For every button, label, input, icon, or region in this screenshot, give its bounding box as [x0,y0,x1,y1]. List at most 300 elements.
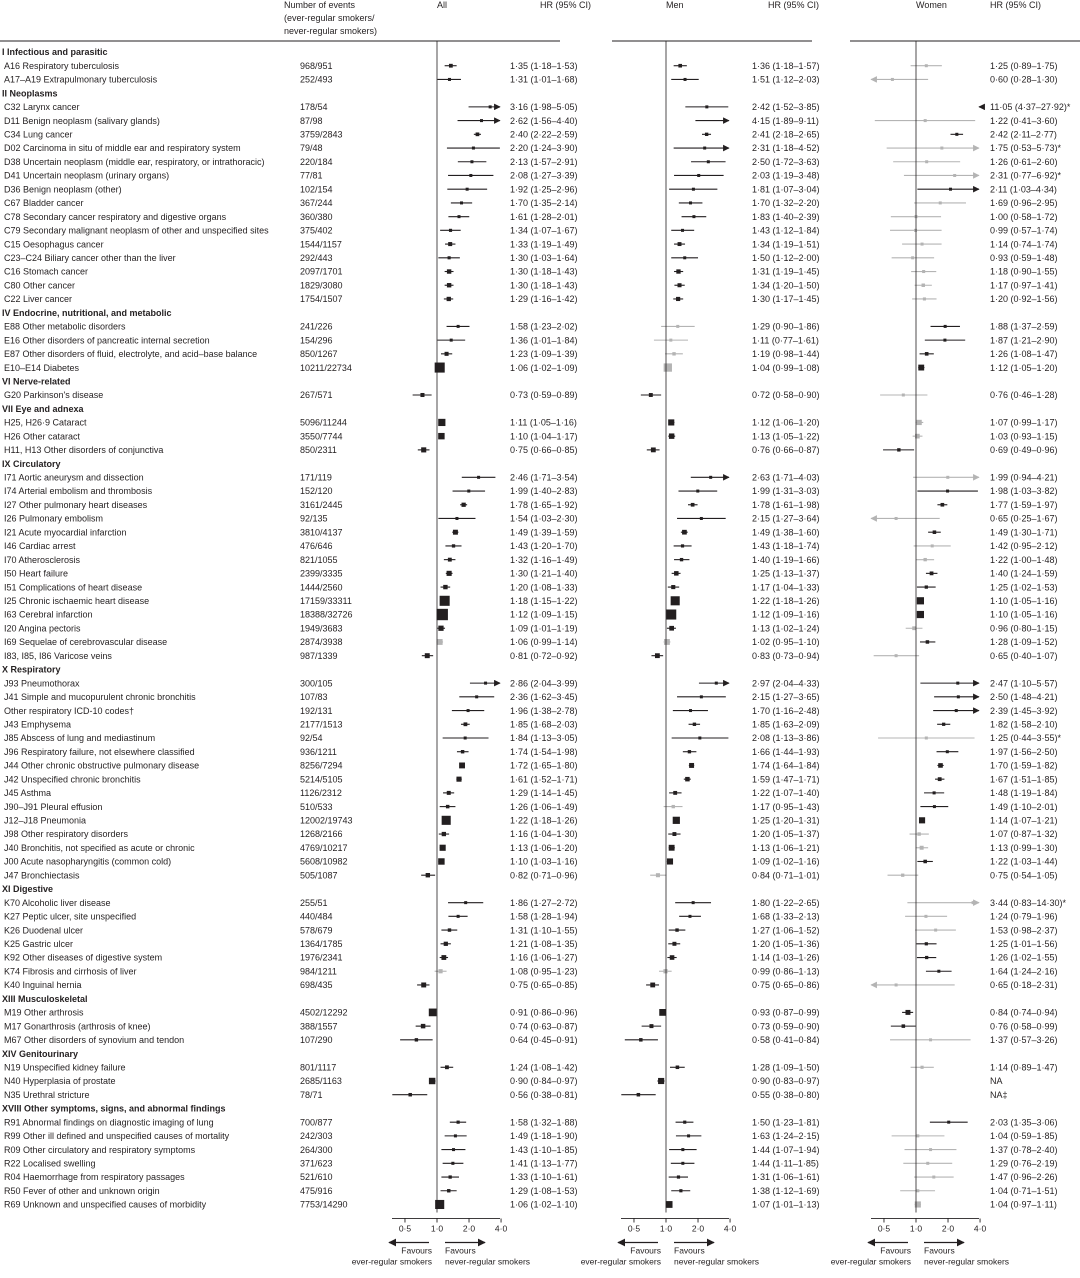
events-count: 12002/19743 [300,815,353,826]
table-row-c16-stomach-cancer [4,267,1058,277]
hr-text-men: 0·72 (0·58–0·90) [752,390,820,401]
hr-point-all [448,256,451,259]
events-count: 371/623 [300,1158,333,1169]
events-count: 1976/2341 [300,952,343,963]
hr-text-women: 1·10 (1·05–1·16) [990,609,1058,620]
hr-text-all: 1·78 (1·65–1·92) [510,499,578,510]
hr-text-men: 0·99 (0·86–1·13) [752,966,820,977]
hr-point-all [451,1162,454,1165]
table-row-j44-other-chronic-obstructive-pulmonary- [4,761,1058,771]
hr-point-men [697,174,700,177]
hr-text-all: 1·13 (1·06–1·20) [510,842,578,853]
hr-point-women [916,1189,919,1192]
hr-point-all [466,188,469,191]
favours-right-label: Favours [445,1245,476,1256]
hr-point-men [676,1066,680,1070]
hr-text-all: 1·16 (1·04–1·30) [510,829,578,840]
hr-text-all: 1·31 (1·01–1·68) [510,74,578,85]
table-row-e16-other-disorders-of-pancreatic-intern [4,335,1058,345]
favours-right-label: never-regular smokers [924,1256,1010,1267]
outcome-label: N35 Urethral stricture [4,1089,90,1100]
events-count: 79/48 [300,143,323,154]
hr-point-women [949,188,952,191]
table-row-d36-benign-neoplasm-other [4,184,1057,194]
outcome-label: C15 Oesophagus cancer [4,239,104,250]
hr-text-women: 1·22 (1·03–1·44) [990,856,1058,867]
events-count: 510/533 [300,801,333,812]
hr-point-men [688,750,691,753]
events-count: 17159/33311 [300,596,352,606]
outcome-label: J41 Simple and mucopurulent chronic bronchitis [4,692,196,703]
hr-text-men: 1·38 (1·12–1·69) [752,1185,820,1196]
hr-text-women: 2·47 (1·10–5·57) [990,678,1058,689]
hr-point-all [440,845,446,851]
hr-text-men: 0·75 (0·65–0·86) [752,980,820,991]
hr-text-women: 0·93 (0·59–1·48) [990,253,1058,263]
events-count: 1829/3080 [300,280,343,291]
hr-point-men [649,1024,653,1028]
hr-text-women: 1·70 (1·59–1·82) [990,760,1058,771]
table-row-e10-e14-diabetes [4,363,1058,373]
hr-text-women: 1·25 (0·44–3·55)* [990,733,1062,744]
x-tick-label-women: 4·0 [973,1223,987,1234]
outcome-label: C78 Secondary cancer respiratory and digestive organs [4,211,227,222]
hr-point-all [443,585,447,589]
hr-point-women [918,365,924,371]
hr-point-women [905,1010,910,1015]
outcome-label: I21 Acute myocardial infarction [4,527,127,538]
hr-text-all: 1·24 (1·08–1·42) [510,1062,578,1073]
hr-text-all: 1·10 (1·03–1·16) [510,856,578,867]
events-count: 850/2311 [300,445,337,456]
hr-text-women: 1·04 (0·59–1·85) [990,1131,1058,1142]
hr-point-all [445,1065,449,1069]
hr-point-all [449,229,452,232]
hr-point-women [922,270,925,273]
table-row-k26-duodenal-ulcer [4,925,1058,935]
hr-point-women [942,723,945,726]
hr-point-all [438,419,445,426]
table-row-i46-cardiac-arrest [4,541,1058,551]
hr-point-men [671,596,680,605]
hr-text-men: 1·34 (1·19–1·51) [752,239,820,250]
hr-text-all: 1·12 (1·09–1·15) [510,609,578,620]
hr-text-all: 1·41 (1·13–1·77) [510,1158,578,1169]
hr-text-men: 1·25 (1·13–1·37) [752,568,820,579]
hr-text-men: 1·20 (1·05–1·36) [752,939,820,949]
hr-text-all: 1·22 (1·18–1·26) [510,815,578,826]
hr-point-women [902,394,905,397]
hr-point-all [442,816,451,825]
outcome-label: K92 Other diseases of digestive system [4,952,163,963]
hr-point-men [678,283,682,287]
table-row-k92-other-diseases-of-digestive-system [4,953,1058,963]
hr-text-all: 1·10 (1·04–1·17) [510,431,578,442]
hr-point-men [681,1162,684,1165]
outcome-label: R69 Unknown and unspecified causes of morbidity [4,1199,207,1210]
hr-point-men [683,1121,686,1124]
favours-left-label: ever-regular smokers [830,1256,911,1267]
hr-text-all: 1·58 (1·28–1·94) [510,911,578,922]
hr-point-men [709,476,712,479]
hr-text-men: 1·81 (1·07–3·04) [752,184,820,195]
hr-point-all [448,928,451,931]
table-row-r91-abnormal-findings-on-diagnostic-imag [4,1117,1058,1127]
hr-text-women: 1·10 (1·05–1·16) [990,596,1058,606]
hr-text-women: 2·03 (1·35–3·06) [990,1117,1058,1128]
hr-point-all [438,969,442,973]
events-count: 242/303 [300,1131,333,1142]
hr-text-men: 0·84 (0·71–1·01) [752,870,820,881]
outcome-label: C67 Bladder cancer [4,198,84,209]
hr-point-men [672,832,676,836]
outcome-label: I70 Atherosclerosis [4,554,81,565]
hr-point-all [452,1148,455,1151]
hr-text-all: 0·64 (0·45–0·91) [510,1035,578,1046]
header-all: All [437,0,448,10]
table-row-j12-j18-pneumonia [4,816,1058,826]
table-row-i25-chronic-ischaemic-heart-disease [4,596,1058,606]
table-row-c67-bladder-cancer [4,198,1058,208]
hr-point-all [438,626,443,631]
hr-text-all: 1·72 (1·65–1·80) [510,760,578,771]
hr-point-all [447,571,452,576]
events-count: 821/1055 [300,554,338,565]
hr-text-all: 1·33 (1·10–1·61) [510,1172,578,1183]
hr-point-women [932,1176,935,1179]
outcome-label: M67 Other disorders of synovium and tendon [4,1035,185,1046]
hr-text-men: 0·58 (0·41–0·84) [752,1035,820,1046]
hr-point-all [470,160,473,163]
hr-point-men [688,915,691,918]
hr-text-women: 1·24 (0·79–1·96) [990,911,1058,922]
events-count: 2399/3335 [300,568,343,579]
hr-point-women [953,174,956,177]
hr-text-all: 1·61 (1·52–1·71) [510,774,578,785]
hr-text-women: 1·97 (1·56–2·50) [990,746,1058,757]
hr-text-women: 1·26 (0·61–2·60) [990,156,1058,167]
hr-point-men [692,215,695,218]
outcome-label: E88 Other metabolic disorders [4,321,126,332]
hr-point-women [895,517,898,520]
hr-text-all: 1·18 (1·15–1·22) [510,596,578,606]
hr-text-women: 1·00 (0·58–1·72) [990,211,1058,222]
hr-text-women: 1·28 (1·09–1·52) [990,637,1058,648]
outcome-label: I63 Cerebral infarction [4,609,93,620]
events-count: 367/244 [300,198,333,209]
hr-text-all: 1·49 (1·18–1·90) [510,1131,578,1142]
hr-point-men [681,1148,684,1151]
events-count: 264/300 [300,1144,333,1155]
hr-text-men: 1·09 (1·02–1·16) [752,856,820,867]
table-row-n40-hyperplasia-of-prostate [4,1076,1003,1086]
hr-text-men: 2·97 (2·04–4·33) [752,678,820,689]
hr-text-all: 1·16 (1·06–1·27) [510,952,578,963]
favours-right-label: never-regular smokers [674,1256,760,1267]
outcome-label: H25, H26·9 Cataract [4,417,87,428]
table-row-k27-peptic-ulcer-site-unspecified [4,912,1058,922]
hr-text-women: 1·25 (0·89–1·75) [990,60,1058,71]
hr-text-all: 1·49 (1·39–1·59) [510,527,578,538]
hr-point-men [679,1189,682,1192]
hr-point-men [707,160,710,163]
hr-text-men: 1·51 (1·12–2·03) [752,74,820,85]
hr-text-women: 2·31 (0·77–6·92)* [990,170,1062,181]
hr-text-women: 1·37 (0·57–3·26) [990,1035,1058,1046]
hr-text-men: 1·04 (0·99–1·08) [752,362,820,373]
hr-point-all [415,1038,418,1041]
outcome-label: K74 Fibrosis and cirrhosis of liver [4,966,137,977]
hr-text-women: 0·76 (0·46–1·28) [990,390,1058,401]
hr-point-all [449,1175,452,1178]
events-count: 968/951 [300,60,333,71]
table-row-c32-larynx-cancer [4,102,1071,112]
hr-point-women [938,777,942,781]
hr-point-women [926,640,929,643]
hr-point-men [672,352,675,355]
hr-point-all [442,832,446,836]
events-count: 578/679 [300,925,333,936]
hr-text-women: 2·50 (1·48–4·21) [990,692,1058,703]
hr-text-all: 0·74 (0·63–0·87) [510,1021,578,1032]
hr-text-men: 1·44 (1·11–1·85) [752,1158,819,1169]
hr-point-all [461,750,464,753]
hr-text-women: 1·75 (0·53–5·73)* [990,143,1062,154]
hr-text-women: 1·49 (1·10–2·01) [990,801,1058,812]
hr-point-men [678,64,682,68]
hr-text-all: 1·34 (1·07–1·67) [510,225,578,236]
hr-text-men: 1·85 (1·63–2·09) [752,719,820,730]
outcome-label: D36 Benign neoplasm (other) [4,184,122,195]
outcome-label: C80 Other cancer [4,280,76,291]
hr-point-women [944,325,947,328]
hr-point-men [667,858,673,864]
hr-text-men: 0·90 (0·83–0·97) [752,1076,820,1087]
hr-point-men [680,558,683,561]
hr-point-women [947,1121,950,1124]
outcome-label: C32 Larynx cancer [4,102,80,113]
hr-text-all: 0·81 (0·72–0·92) [510,650,578,661]
hr-text-all: 1·96 (1·38–2·78) [510,705,578,716]
hr-point-all [429,1078,435,1084]
hr-point-women [946,490,949,493]
x-tick-label-men: 0·5 [627,1223,641,1234]
events-count: 102/154 [300,184,333,195]
outcome-label: I25 Chronic ischaemic heart disease [4,596,150,606]
outcome-label: K40 Inguinal hernia [4,980,82,991]
hr-point-all [454,1134,457,1137]
hr-text-men: 2·41 (2·18–2·65) [752,129,820,140]
hr-text-women: 1·13 (0·99–1·30) [990,842,1058,853]
outcome-label: R50 Fever of other and unknown origin [4,1185,160,1196]
hr-text-all: 1·06 (1·02–1·10) [510,1199,578,1210]
outcome-label: H26 Other cataract [4,431,81,442]
events-count: 3550/7744 [300,431,343,442]
hr-text-all: 1·99 (1·40–2·83) [510,486,578,497]
hr-text-all: 1·85 (1·68–2·03) [510,719,578,730]
outcome-label: J47 Bronchiectasis [4,870,80,881]
hr-point-women [925,160,928,163]
outcome-label: J93 Pneumothorax [4,678,80,689]
hr-text-women: 2·42 (2·11–2·77) [990,129,1057,140]
hr-point-men [705,105,708,108]
table-row-k74-fibrosis-and-cirrhosis-of-liver [4,966,1058,976]
hr-point-all [447,283,451,287]
outcome-label: I69 Sequelae of cerebrovascular disease [4,637,168,648]
hr-point-women [891,78,894,81]
hr-text-women: 1·77 (1·59–1·97) [990,499,1058,510]
favours-left-label: Favours [401,1245,432,1256]
hr-text-women: 1·14 (1·07–1·21) [990,815,1058,826]
hr-text-women: 2·39 (1·45–3·92) [990,705,1058,716]
hr-text-men: 1·80 (1·22–2·65) [752,897,820,908]
outcome-label: I51 Complications of heart disease [4,582,143,593]
hr-text-men: 1·44 (1·07–1·94) [752,1144,820,1155]
hr-text-men: 1·07 (1·01–1·13) [752,1199,820,1210]
hr-text-men: 1·70 (1·16–2·48) [752,705,820,716]
table-row-k70-alcoholic-liver-disease [4,898,1067,908]
outcome-label: D38 Uncertain neoplasm (middle ear, respiratory, or intrathoracic) [4,156,265,167]
outcome-label: I71 Aortic aneurysm and dissection [4,472,144,483]
hr-text-men: 1·70 (1·32–2·20) [752,198,820,209]
hr-text-women: 1·17 (0·97–1·41) [990,280,1058,291]
events-count: 360/380 [300,211,333,222]
events-count: 5214/5105 [300,774,343,785]
favours-right-label: never-regular smokers [445,1256,531,1267]
hr-point-men [673,791,677,795]
hr-text-women: 1·25 (1·01–1·56) [990,939,1058,949]
hr-point-men [668,419,674,425]
hr-point-women [972,901,975,904]
x-tick-label-men: 2·0 [691,1223,705,1234]
hr-point-all [440,596,450,606]
hr-point-all [456,777,461,782]
hr-point-all [462,503,466,507]
hr-point-women [929,1148,932,1151]
outcome-label: I27 Other pulmonary heart diseases [4,499,148,510]
hr-point-women [925,956,928,959]
hr-point-all [441,955,446,960]
hr-text-men: 1·14 (1·03–1·26) [752,952,820,963]
hr-text-men: 1·25 (1·20–1·31) [752,815,820,826]
hr-point-all [448,558,452,562]
hr-text-women: 1·04 (0·97–1·11) [990,1199,1057,1210]
x-tick-label-all: 4·0 [494,1223,508,1234]
x-tick-label-all: 2·0 [462,1223,476,1234]
outcome-label: C16 Stomach cancer [4,266,89,277]
hr-point-men [656,873,660,877]
outcome-label: J44 Other chronic obstructive pulmonary disease [4,760,200,771]
hr-point-men [658,1078,664,1084]
table-row-h26-other-cataract [4,431,1058,441]
hr-text-men: 1·22 (1·07–1·40) [752,788,820,799]
hr-point-men [666,1201,673,1208]
table-row-j96-respiratory-failure-not-elsewhere-cl [4,747,1058,757]
outcome-label: J98 Other respiratory disorders [4,829,129,840]
hr-text-men: 1·20 (1·05–1·37) [752,829,820,840]
outcome-label: K27 Peptic ulcer, site unspecified [4,911,137,922]
hr-text-men: 0·73 (0·59–0·90) [752,1021,820,1032]
events-count: 10211/22734 [300,362,352,373]
hr-point-all [445,352,449,356]
hr-point-all [437,639,443,645]
hr-text-men: 1·36 (1·18–1·57) [752,60,820,71]
outcome-label: M17 Gonarthrosis (arthrosis of knee) [4,1021,151,1032]
hr-text-men: 0·83 (0·73–0·94) [752,650,820,661]
hr-text-all: 0·56 (0·38–0·81) [510,1089,578,1100]
hr-text-men: 1·66 (1·44–1·93) [752,746,820,757]
hr-text-all: 0·90 (0·84–0·97) [510,1076,578,1087]
hr-point-women [923,860,927,864]
events-count: 192/131 [300,705,333,716]
hr-point-all [464,901,467,904]
hr-point-women [919,817,925,823]
hr-point-all [449,64,453,68]
hr-text-women: 0·84 (0·74–0·94) [990,1007,1058,1018]
outcome-label: Other respiratory ICD-10 codes† [4,705,135,716]
table-row-i20-angina-pectoris [4,623,1058,633]
hr-point-all [457,915,460,918]
hr-point-women [926,1162,929,1165]
hr-text-men: 1·13 (1·06–1·21) [752,842,820,853]
events-count: 241/226 [300,321,333,332]
hr-point-all [425,653,430,658]
favours-left-label: ever-regular smokers [580,1256,661,1267]
hr-point-men [672,805,675,808]
hr-text-all: 2·20 (1·24–3·90) [510,143,578,154]
hr-text-men: 1·59 (1·47–1·71) [752,774,820,785]
table-row-h25-h26-9-cataract [4,418,1058,428]
events-count: 292/443 [300,253,333,263]
outcome-label: J45 Asthma [4,788,52,799]
hr-point-men [682,530,687,535]
hr-text-all: 1·58 (1·23–2·02) [510,321,578,332]
outcome-label: C22 Liver cancer [4,294,73,305]
hr-point-women [939,201,942,204]
header-women: Women [916,0,947,10]
hr-point-all [459,763,465,769]
events-count: 87/98 [300,115,323,126]
hr-text-women: 1·22 (0·41–3·60) [990,115,1058,126]
hr-text-all: 1·30 (1·21–1·40) [510,568,578,579]
section-heading: X Respiratory [2,664,61,675]
hr-text-all: 1·32 (1·16–1·49) [510,554,578,565]
outcome-label: A17–A19 Extrapulmonary tuberculosis [4,74,158,85]
hr-text-all: 1·84 (1·13–3·05) [510,733,578,744]
hr-text-all: 1·86 (1·27–2·72) [510,897,578,908]
hr-text-all: 1·30 (1·03–1·64) [510,253,578,263]
hr-point-all [464,722,468,726]
events-count: 440/484 [300,911,333,922]
hr-point-men [669,626,674,631]
hr-point-women [923,297,926,300]
hr-text-men: 2·08 (1·13–3·86) [752,733,820,744]
hr-text-women: 0·65 (0·25–1·67) [990,513,1058,524]
hr-text-all: 1·06 (0·99–1·14) [510,637,578,648]
hr-point-all [429,1009,437,1017]
events-count: 521/610 [300,1172,333,1183]
hr-text-men: 1·34 (1·20–1·50) [752,280,820,291]
favours-left-label: Favours [630,1245,661,1256]
hr-text-men: 1·99 (1·31–3·03) [752,486,820,497]
hr-point-men [669,433,674,438]
hr-text-all: 1·43 (1·20–1·70) [510,541,578,552]
hr-text-men: 0·76 (0·66–0·87) [752,445,820,456]
header-events: Number of events [284,0,356,10]
hr-point-all [457,325,460,328]
hr-text-men: 2·03 (1·19–3·48) [752,170,820,181]
events-count: 2685/1163 [300,1076,342,1087]
